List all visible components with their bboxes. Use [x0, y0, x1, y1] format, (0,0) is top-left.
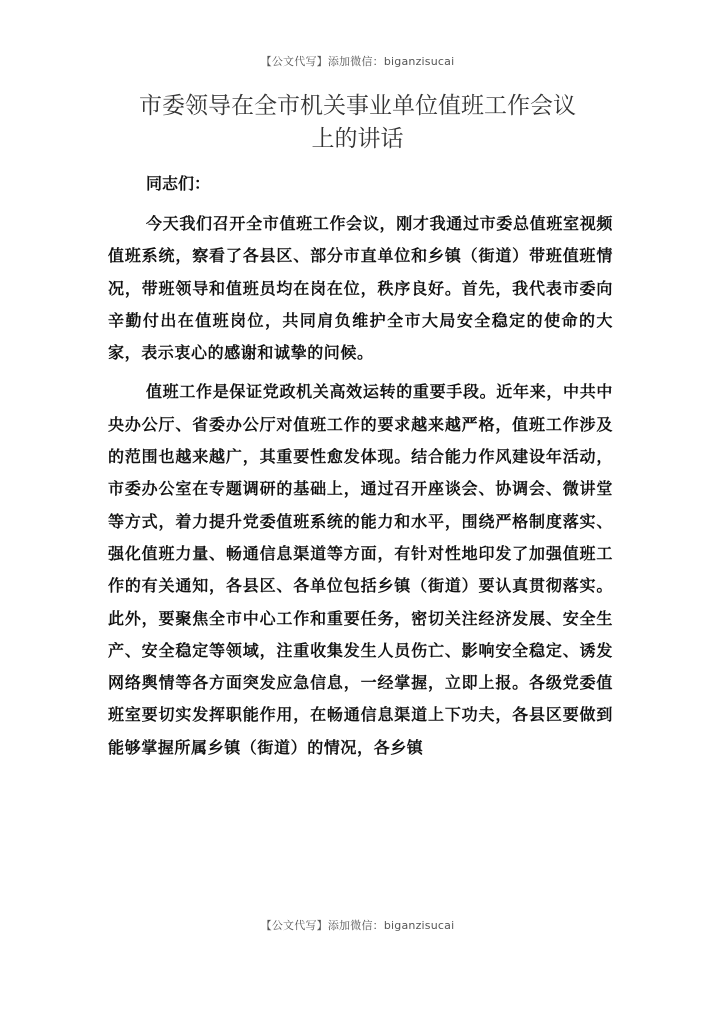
title-line-2: 上的讲话 [311, 126, 404, 152]
header-watermark-note: 【公文代写】添加微信：biganzisucai [260, 55, 455, 68]
salutation: 同志们： [146, 174, 211, 193]
footer-watermark-note: 【公文代写】添加微信：biganzisucai [260, 919, 455, 932]
paragraph-1: 今天我们召开全市值班工作会议，刚才我通过市委总值班室视频值班系统，察看了各县区、部分市直单位和乡镇（街道）带班值班情况，带班领导和值班员均在岗在位，秩序良好。首先，我代表市委向辛勤付出在值班岗位，共同肩负维护全市大局安全稳定的使命的大家，表示衷心的感谢和诚挚的问候。 [108, 214, 613, 363]
document-body [108, 168, 613, 771]
title-line-1: 市委领导在全市机关事业单位值班工作会议 [139, 93, 576, 119]
paragraph-2: 值班工作是保证党政机关高效运转的重要手段。近年来，中共中央办公厅、省委办公厅对值班工作的要求越来越严格，值班工作涉及的范围也越来越广，其重要性愈发体现。结合能力作风建设年活动，市委办公室在专题调研的基础上，通过召开座谈会、协调会、微讲堂等方式，着力提升党委值班系统的能力和水平，围绕严格制度落实、强化值班力量、畅通信息渠道等方面，有针对性地印发了加强值班工作的有关通知，各县区、各单位包括乡镇（街道）要认真贯彻落实。此外，要聚焦全市中心工作和重要任务，密切关注经济发展、安全生产、安全稳定等领域，注重收集发生人员伤亡、影响安全稳定、诱发网络舆情等各方面突发应急信息，一经掌握，立即上报。各级党委值班室要切实发挥职能作用，在畅通信息渠道上下功夫，各县区要做到能够掌握所属乡镇（街道）的情况，各乡镇 [108, 382, 613, 757]
document-title [105, 90, 610, 156]
